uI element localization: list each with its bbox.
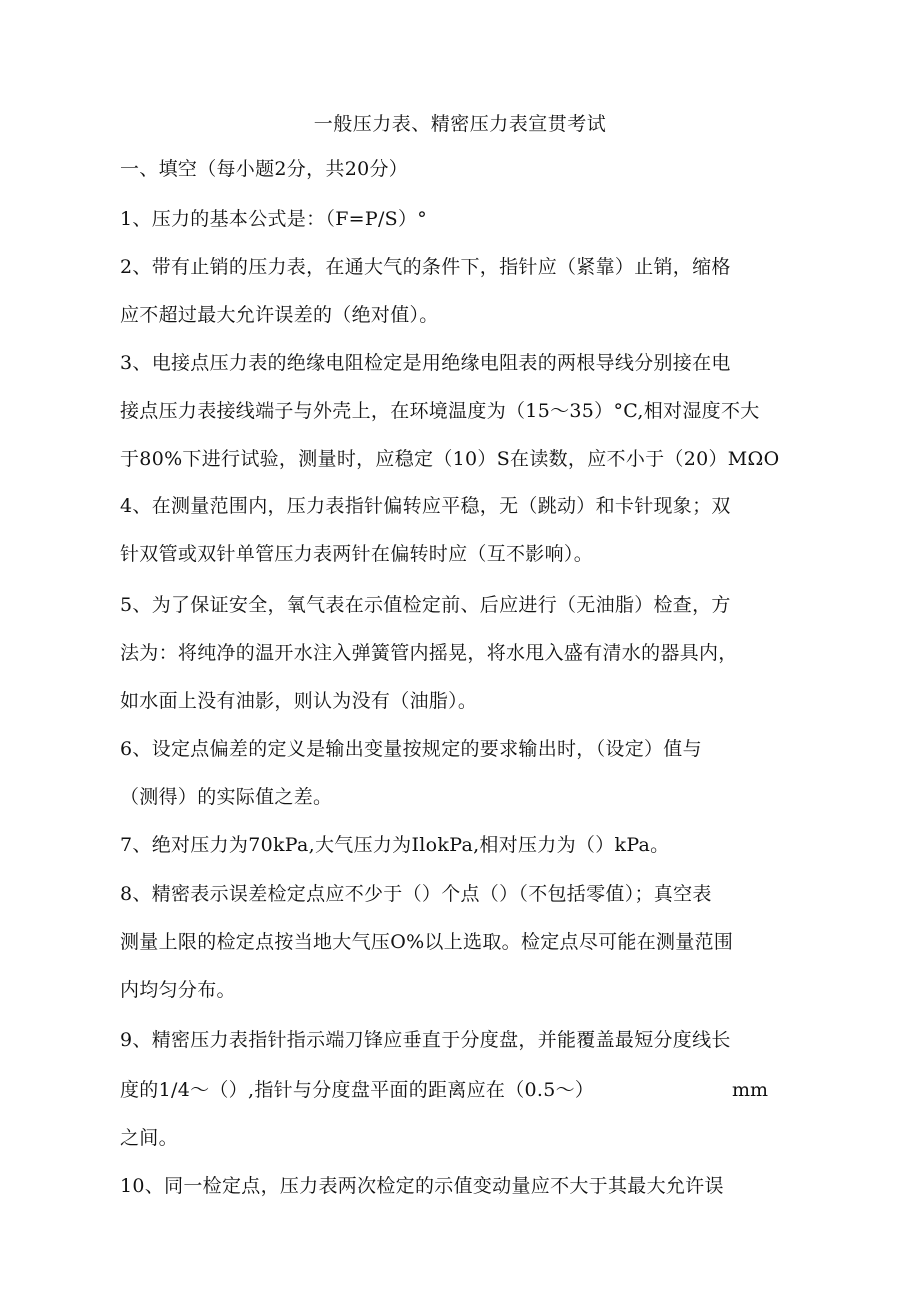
question-8-line-2: 测量上限的检定点按当地大气压O%以上选取。检定点尽可能在测量范围 <box>120 931 734 953</box>
question-4-line-2: 针双管或双针单管压力表两针在偏转时应（互不影响）。 <box>120 543 594 565</box>
document-title: 一般压力表、精密压力表宣贯考试 <box>313 113 607 135</box>
question-8-line-1: 8、精密表示误差检定点应不少于（）个点（）（不包括零值）；真空表 <box>120 883 712 905</box>
question-3-line-1: 3、电接点压力表的绝缘电阻检定是用绝缘电阻表的两根导线分别接在电 <box>120 352 731 374</box>
question-2-line-1: 2、带有止销的压力表，在通大气的条件下，指针应（紧靠）止销，缩格 <box>120 256 731 278</box>
question-8-line-3: 内均匀分布。 <box>120 979 236 1001</box>
question-3-line-3: 于80%下进行试验，测量时，应稳定（10）S在读数，应不小于（20）MΩO <box>120 448 780 470</box>
question-2-line-2: 应不超过最大允许误差的（绝对值）。 <box>120 304 439 326</box>
question-1-line: 1、压力的基本公式是：（F=P/S）° <box>120 208 428 230</box>
question-6-line-2: （测得）的实际值之差。 <box>120 786 333 808</box>
question-5-line-2: 法为：将纯净的温开水注入弹簧管内摇晃，将水甩入盛有清水的器具内， <box>120 642 738 664</box>
question-3-line-2: 接点压力表接线端子与外壳上，在环境温度为（15～35）°C,相对湿度不大 <box>120 400 760 422</box>
unit-mm: mm <box>732 1079 769 1101</box>
question-7-line: 7、绝对压力为70kPa,大气压力为IlokPa,相对压力为（）kPa。 <box>120 834 670 856</box>
question-5-line-1: 5、为了保证安全，氧气表在示值检定前、后应进行（无油脂）检查，方 <box>120 594 731 616</box>
question-9-line-3: 之间。 <box>120 1127 178 1149</box>
question-9-line-2: 度的1/4～（）,指针与分度盘平面的距离应在（0.5～） <box>120 1079 595 1101</box>
question-5-line-3: 如水面上没有油影，则认为没有（油脂）。 <box>120 690 478 712</box>
question-9-line-1: 9、精密压力表指针指示端刀锋应垂直于分度盘，并能覆盖最短分度线长 <box>120 1029 731 1051</box>
question-10-line-1: 10、同一检定点，压力表两次检定的示值变动量应不大于其最大允许误 <box>120 1175 724 1197</box>
section-heading: 一、填空（每小题2分，共20分） <box>120 158 409 180</box>
question-6-line-1: 6、设定点偏差的定义是输出变量按规定的要求输出时，（设定）值与 <box>120 738 702 760</box>
question-4-line-1: 4、在测量范围内，压力表指针偏转应平稳，无（跳动）和卡针现象；双 <box>120 495 731 517</box>
